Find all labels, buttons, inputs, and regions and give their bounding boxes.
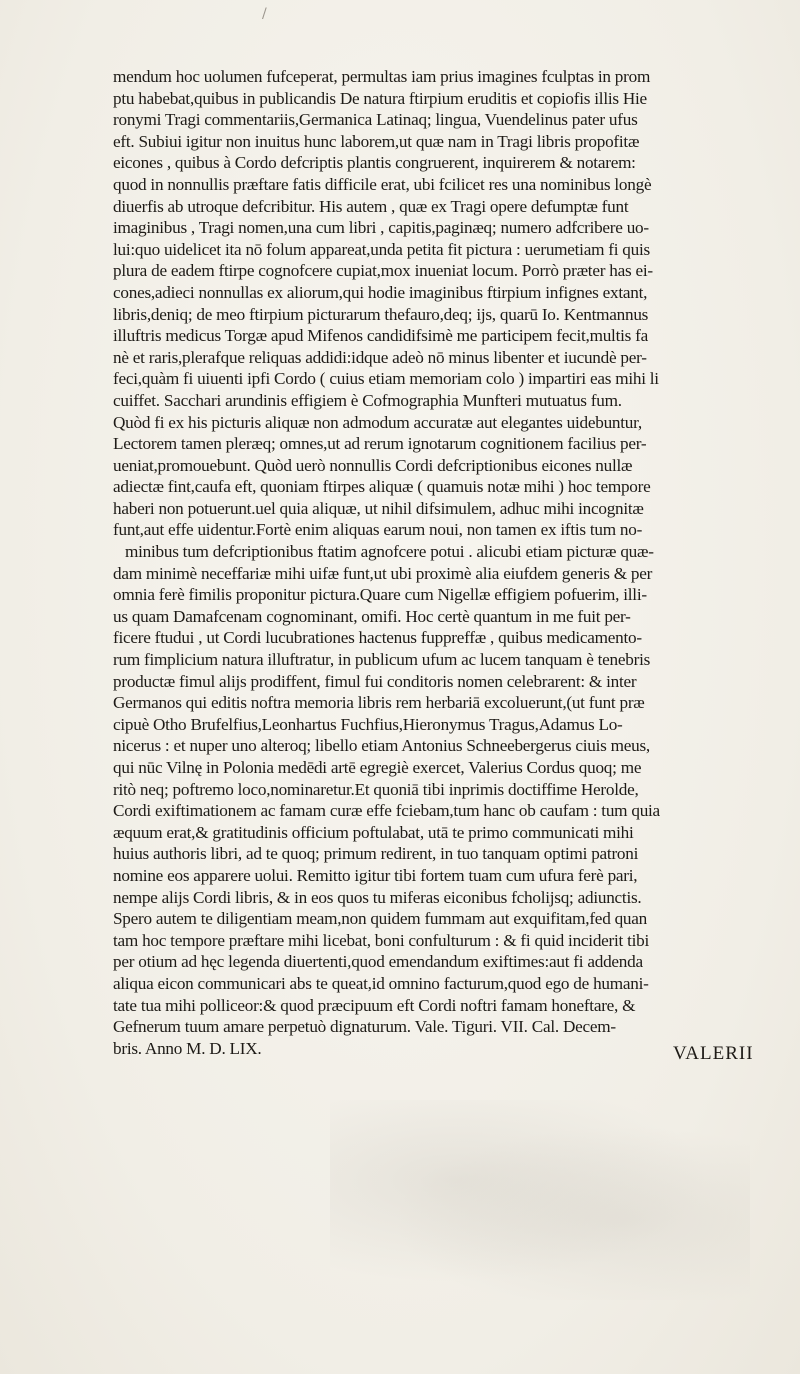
text-line: nempe alijs Cordi libris, & in eos quos tu miferas eiconibus fcholijsq; adiunctis. <box>113 887 642 907</box>
text-line: Gefnerum tuum amare perpetuò dignaturum. Vale. Tiguri. VII. Cal. Decem- <box>113 1017 616 1037</box>
text-line: lui:quo uidelicet ita nō folum appareat,unda petita fit pictura : uerumetiam fi quis <box>113 239 650 259</box>
text-line: æquum erat,& gratitudinis officium poftulabat, utā te primo communicati mihi <box>113 822 634 842</box>
text-line: diuerfis ab utroque defcribitur. His autem , quæ ex Tragi opere defumptæ funt <box>113 196 629 216</box>
text-line: eicones , quibus à Cordo defcriptis plantis congruerent, inquirerem & notarem: <box>113 153 636 173</box>
text-line: ptu habebat,quibus in publicandis De natura ftirpium eruditis et copiofis illis Hie <box>113 88 647 108</box>
corner-mark: / <box>262 6 267 22</box>
text-line: Quòd fi ex his picturis aliquæ non admodum accuratæ aut elegantes uidebuntur, <box>113 412 642 432</box>
text-line: eft. Subiui igitur non inuitus hunc laborem,ut quæ nam in Tragi libris propofitæ <box>113 131 640 151</box>
text-line: funt,aut effe uidentur.Fortè enim aliquas earum noui, non tamen ex iftis tum no- <box>113 520 643 540</box>
text-line: nicerus : et nuper uno alteroq; libello etiam Antonius Schneebergerus ciuis meus, <box>113 736 650 756</box>
text-line: minibus tum defcriptionibus ftatim agnofcere potui . alicubi etiam picturæ quæ- <box>125 542 654 562</box>
bleed-through-texture <box>330 1100 750 1300</box>
text-line: adiectæ fint,caufa eft, quoniam ftirpes aliquæ ( quamuis notæ mihi ) hoc tempore <box>113 477 651 497</box>
text-line: plura de eadem ftirpe cognofcere cupiat,mox inueniat locum. Porrò præter has ei- <box>113 261 653 281</box>
text-line: feci,quàm fi uiuenti ipfi Cordo ( cuius etiam memoriam colo ) impartiri eas mihi li <box>113 369 659 389</box>
text-line: dam minimè neceffariæ mihi uifæ funt,ut ubi proximè alia eiufdem generis & per <box>113 563 653 583</box>
text-line: cipuè Otho Brufelfius,Leonhartus Fuchfius,Hieronymus Tragus,Adamus Lo- <box>113 714 623 734</box>
text-line: rum fimplicium natura illuftratur, in publicum ufum ac lucem tanquam è tenebris <box>113 650 651 670</box>
letter-body-text <box>113 66 785 1059</box>
text-line: omnia ferè fimilis proponitur pictura.Quare cum Nigellæ effigiem pofuerim, illi- <box>113 585 647 605</box>
text-line: illuftris medicus Torgæ apud Mifenos candidifsimè me participem fecit,multis fa <box>113 326 648 346</box>
text-line: nè et raris,plerafque reliquas addidi:idque adeò nō minus libenter et iucundè per- <box>113 347 647 367</box>
text-line: aliqua eicon communicari abs te queat,id omnino facturum,quod ego de humani- <box>113 973 649 993</box>
text-line: libris,deniq; de meo ftirpium picturarum thefauro,deq; ijs, quarū Io. Kentmannus <box>113 304 649 324</box>
text-line: qui nūc Vilnę in Polonia medēdi artē egregiè exercet, Valerius Cordus quoq; me <box>113 758 642 777</box>
text-line: ronymi Tragi commentariis,Germanica Latinaq; lingua, Vuendelinus pater ufus <box>113 110 638 130</box>
text-line: us quam Damafcenam cognominant, omifi. Hoc certè quantum in me fuit per- <box>113 606 631 626</box>
text-line: nomine eos apparere uolui. Remitto igitur tibi fortem tuam cum ufura ferè pari, <box>113 865 638 885</box>
text-line: ficere ftudui , ut Cordi lucubrationes hactenus fuppreffæ , quibus medicamento- <box>113 628 642 648</box>
text-line: huius authoris libri, ad te quoq; primum redirent, in tuo tanquam optimi patroni <box>113 844 639 864</box>
text-line: imaginibus , Tragi nomen,una cum libri , capitis,paginæq; numero adfcribere uo- <box>113 218 649 238</box>
text-line: cones,adieci nonnullas ex aliorum,qui hodie imaginibus ftirpium infignes extant, <box>113 282 648 302</box>
text-line: haberi non potuerunt.uel quia aliquæ, ut nihil difsimulem, adhuc mihi incognitæ <box>113 498 644 518</box>
text-line: Spero autem te diligentiam meam,non quidem fummam aut exquifitam,fed quan <box>113 909 647 929</box>
text-line: Cordi exiftimationem ac famam curæ effe fciebam,tum hanc ob caufam : tum quia <box>113 801 660 821</box>
text-line: tam hoc tempore præftare mihi licebat, boni confulturum : & fi quid inciderit tibi <box>113 930 650 950</box>
text-line: productæ fimul alijs prodiffent, fimul fui conditoris nomen celebrarent: & inter <box>113 671 637 691</box>
text-line: ritò neq; poftremo loco,nominaretur.Et quoniā tibi inprimis doctiffime Herolde, <box>113 779 639 799</box>
text-line: Lectorem tamen pleræq; omnes,ut ad rerum ignotarum cognitionem facilius per- <box>113 434 647 454</box>
text-line: mendum hoc uolumen fufceperat, permultas iam prius imagines fculptas in prom <box>113 67 651 86</box>
text-line: Germanos qui editis noftra memoria libris rem herbariā excoluerunt,(ut funt præ <box>113 693 645 713</box>
text-line: ueniat,promouebunt. Quòd uerò nonnullis Cordi defcriptionibus eicones nullæ <box>113 455 633 475</box>
text-line: quod in nonnullis præftare fatis difficile erat, ubi fcilicet res una nominibus longè <box>113 174 652 194</box>
text-line: per otium ad hęc legenda diuertenti,quod emendandum exiftimes:aut fi addenda <box>113 952 643 972</box>
running-signature: VALERII <box>673 1043 754 1064</box>
text-line: bris. Anno M. D. LIX. <box>113 1038 262 1058</box>
text-line: cuiffet. Sacchari arundinis effigiem è Cofmographia Munfteri mutuatus fum. <box>113 390 622 410</box>
text-line: tate tua mihi polliceor:& quod præcipuum eft Cordi noftri famam honeftare, & <box>113 995 636 1015</box>
